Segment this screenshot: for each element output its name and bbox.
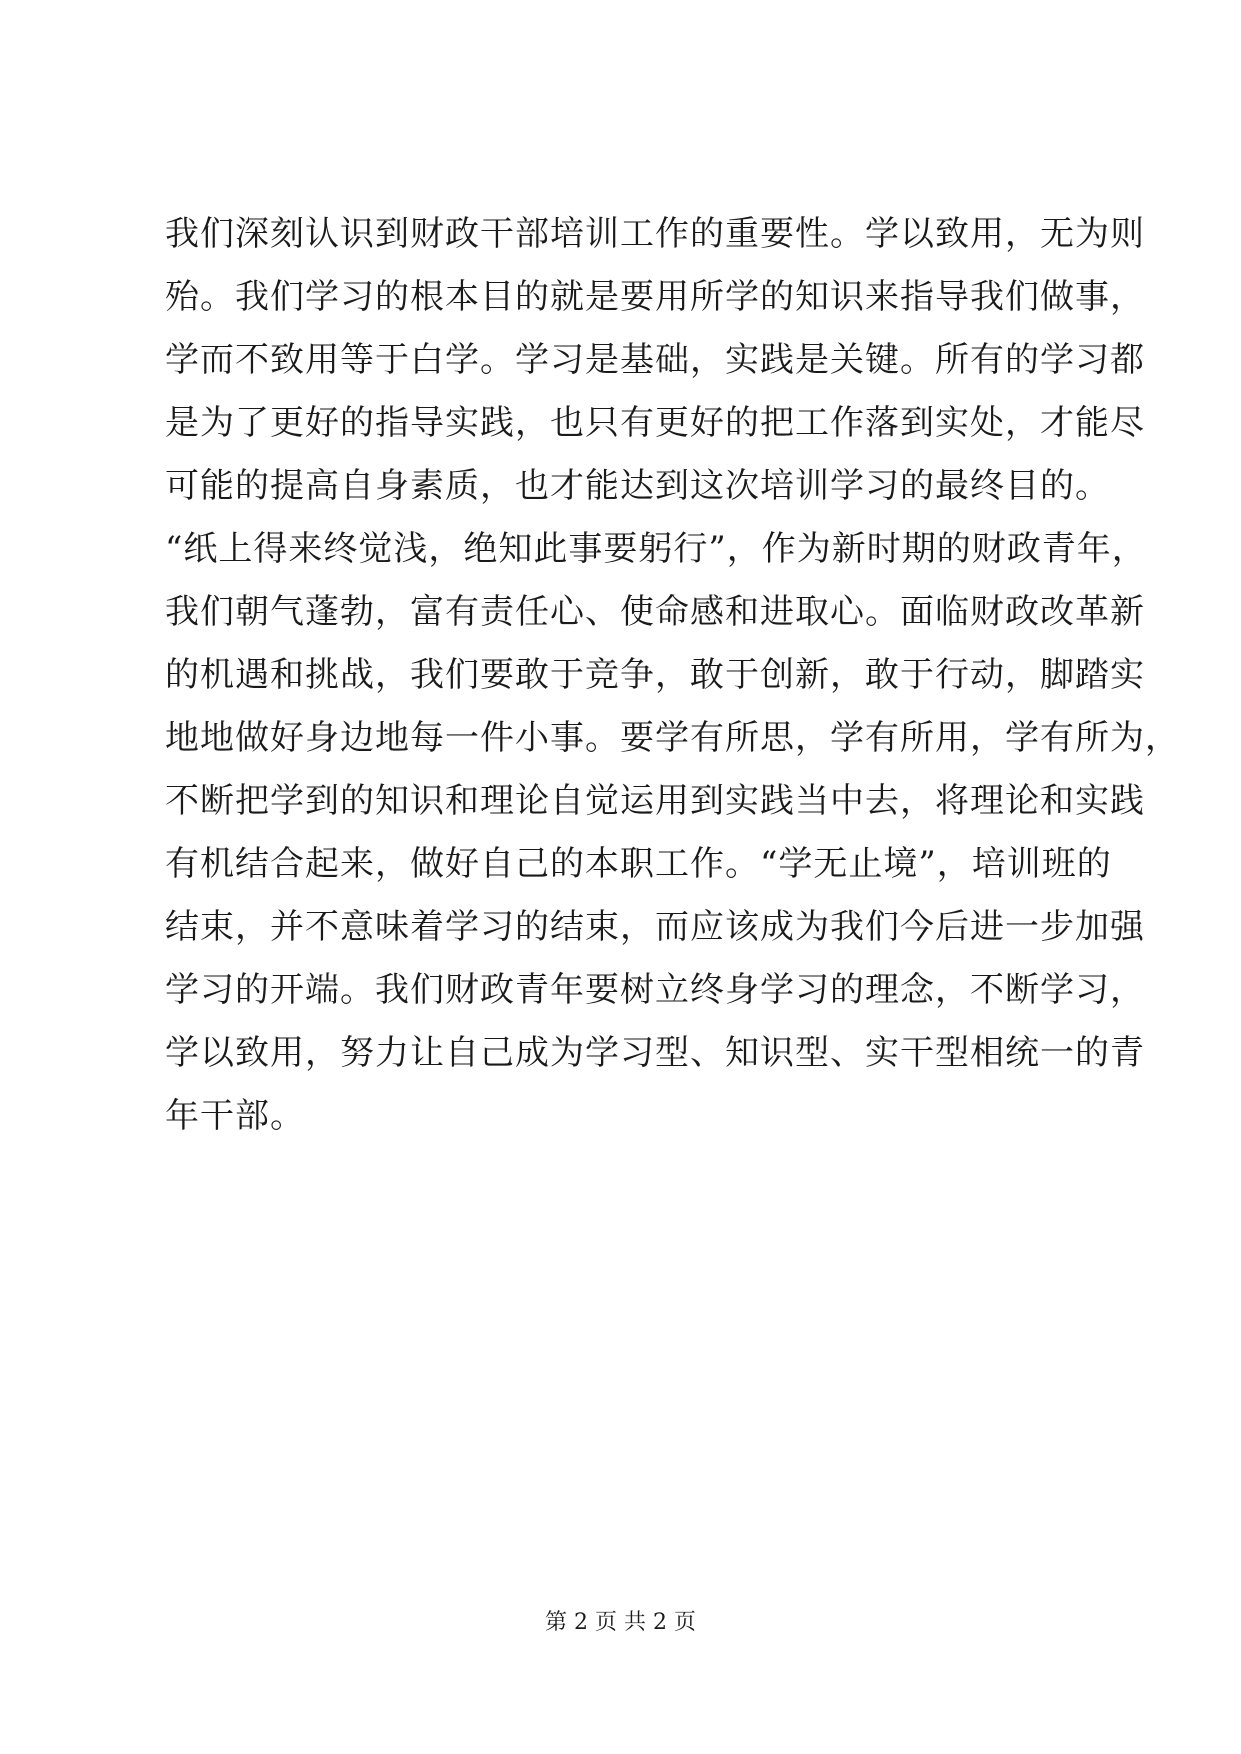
page-number-footer: 第 2 页 共 2 页 (545, 1610, 696, 1635)
text-line: 学以致用，努力让自己成为学习型、知识型、实干型相统一的青 (165, 1033, 1145, 1073)
text-line: 是为了更好的指导实践，也只有更好的把工作落到实处，才能尽 (165, 403, 1145, 443)
text-line: 殆。我们学习的根本目的就是要用所学的知识来指导我们做事， (165, 277, 1145, 317)
text-line: 年干部。 (165, 1096, 305, 1136)
text-line: 我们朝气蓬勃，富有责任心、使命感和进取心。面临财政改革新 (165, 592, 1145, 632)
text-line: 可能的提高自身素质，也才能达到这次培训学习的最终目的。 (165, 466, 1110, 506)
text-line: 我们深刻认识到财政干部培训工作的重要性。学以致用，无为则 (165, 214, 1145, 254)
text-line: “纸上得来终觉浅，绝知此事要躬行”，作为新时期的财政青年， (165, 529, 1147, 569)
body-paragraph (165, 203, 1180, 1148)
text-line: 地地做好身边地每一件小事。要学有所思，学有所用，学有所为， (165, 718, 1180, 758)
text-line: 学而不致用等于白学。学习是基础，实践是关键。所有的学习都 (165, 340, 1145, 380)
text-line: 不断把学到的知识和理论自觉运用到实践当中去，将理论和实践 (165, 781, 1145, 821)
text-line: 结束，并不意味着学习的结束，而应该成为我们今后进一步加强 (165, 907, 1145, 947)
text-line: 的机遇和挑战，我们要敢于竞争，敢于创新，敢于行动，脚踏实 (165, 655, 1145, 695)
text-line: 有机结合起来，做好自己的本职工作。“学无止境”，培训班的 (165, 844, 1112, 884)
text-line: 学习的开端。我们财政青年要树立终身学习的理念，不断学习， (165, 970, 1145, 1010)
